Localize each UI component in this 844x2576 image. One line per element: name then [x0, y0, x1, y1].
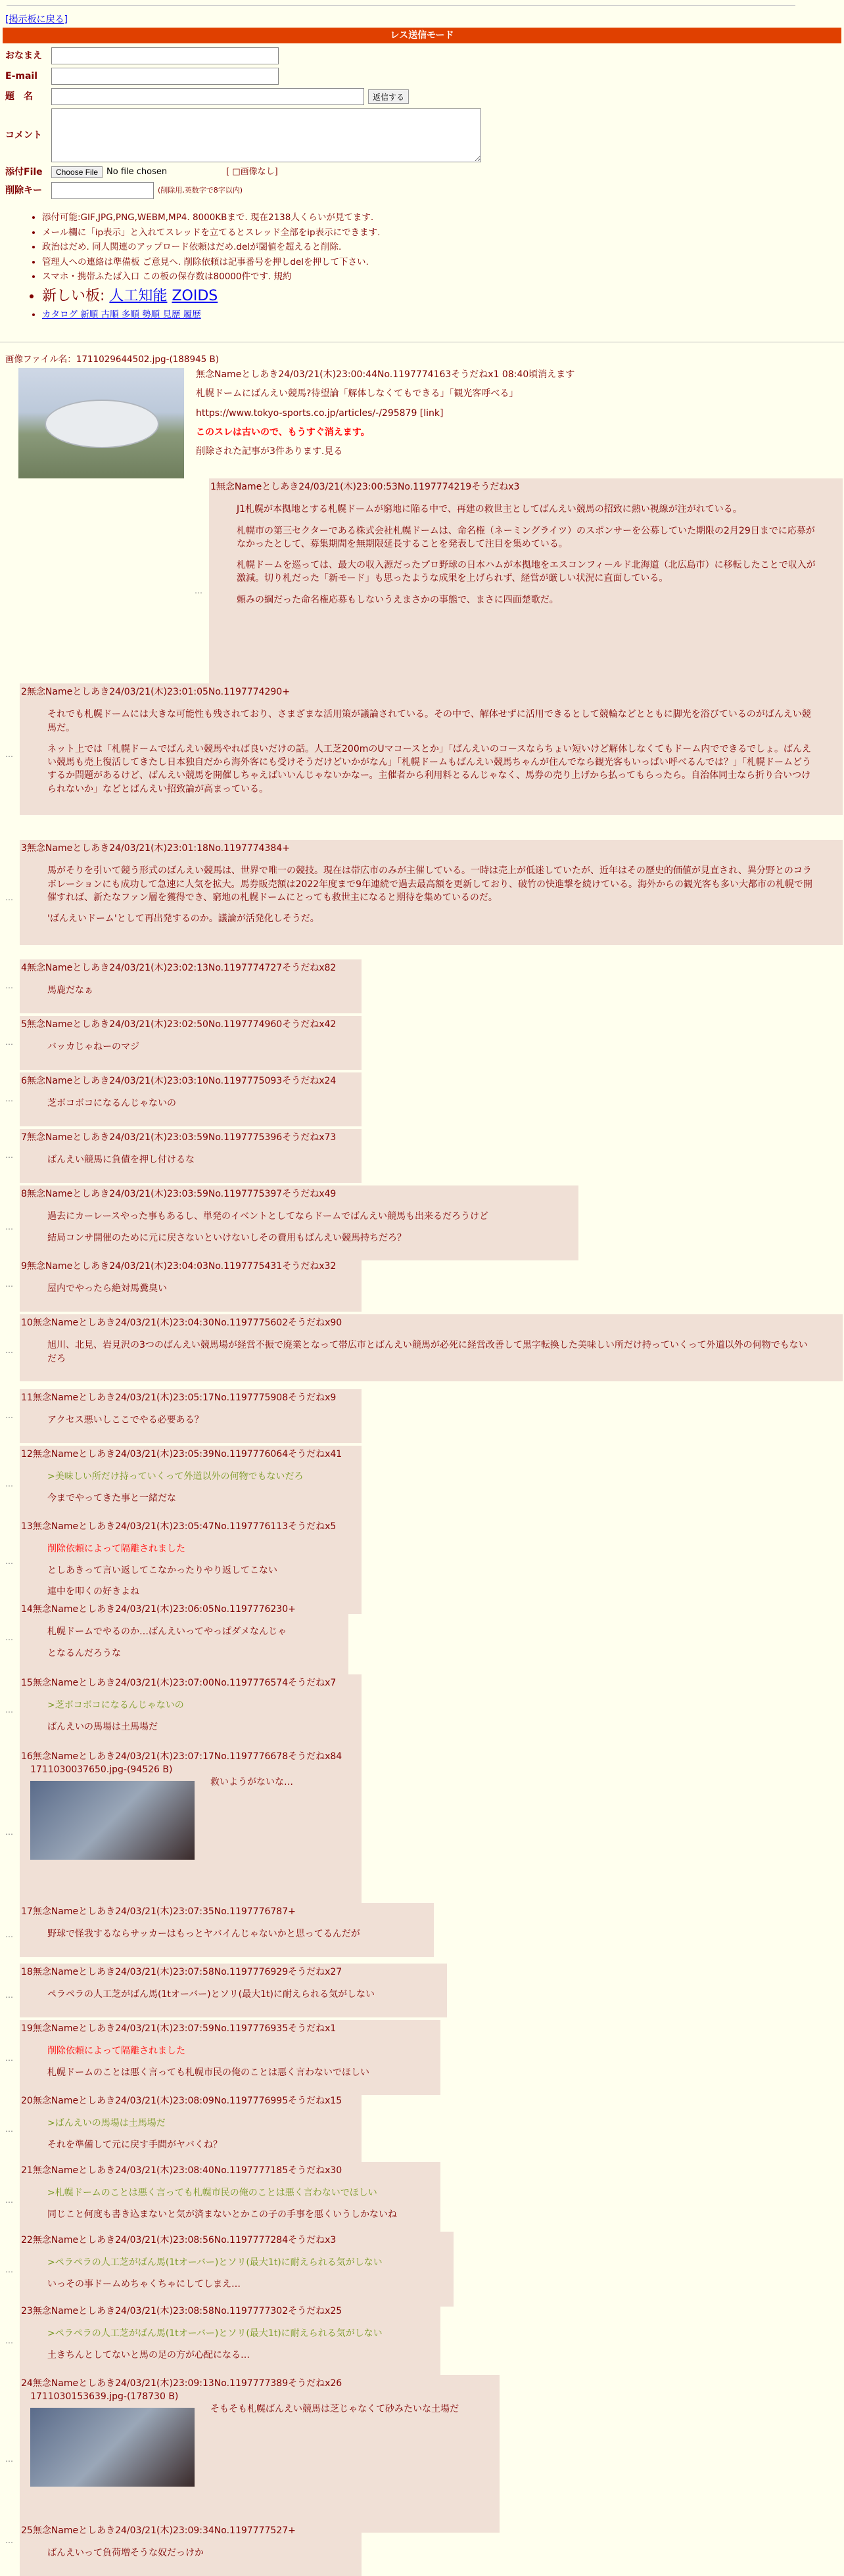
reply-line: ばんえいって負荷増そうな奴だっけか — [47, 2548, 204, 2559]
reply-line: いっその事ドームめちゃくちゃにしてしまえ… — [47, 2278, 241, 2289]
reply-line: >美味しい所だけ持っていくって外道以外の何物でもないだろ — [47, 1471, 304, 1483]
reply-post — [20, 2522, 362, 2576]
reply-line: 旭川、北見、岩見沢の3つのばんえい競馬場が経営不振で廃業となって帯広市とばんえい競馬が必死に経営改善して黒字転換した美味しい所だけ持っていくって外道以外の何物でもないだろ — [47, 1340, 808, 1364]
delete-key-label: 削除キー — [5, 185, 42, 196]
top-divider — [7, 5, 795, 6]
reply-menu-icon[interactable]: … — [5, 893, 13, 902]
reply-line: となるんだろうな — [47, 1647, 121, 1659]
reply-post — [20, 2092, 362, 2167]
reply-line: 過去にカーレースやった事もあるし、単発のイベントとしてならドームでばんえい競馬も出来るだろうけど — [47, 1211, 489, 1222]
reply-header[interactable]: 5無念Nameとしあき24/03/21(木)23:02:50No.1197774960そうだねx42 — [21, 1019, 337, 1030]
reply-thumbnail[interactable] — [30, 2408, 195, 2487]
reply-post — [20, 1016, 362, 1070]
reply-line: 屋内でやったら絶対馬糞臭い — [47, 1283, 167, 1295]
file-label: 添付File — [5, 167, 43, 177]
reply-post — [20, 683, 843, 815]
reply-menu-icon[interactable]: … — [5, 1346, 13, 1355]
reply-body — [20, 1144, 362, 1182]
reply-post — [20, 2232, 454, 2307]
reply-menu-icon[interactable]: … — [5, 1279, 13, 1289]
reply-body — [20, 699, 843, 812]
reply-line: 頼みの綱だった命名権応募もしないうえまさかの事態で、まさに四面楚歌だ。 — [237, 594, 559, 605]
reply-line: 札幌ドームのことは悪く言っても札幌市民の俺のことは悪く言わないでほしい — [47, 2067, 369, 2078]
reply-body — [20, 1404, 362, 1442]
reply-header[interactable]: 15無念Nameとしあき24/03/21(木)23:07:00No.1197776574そうだねx7 — [21, 1678, 337, 1688]
reply-body — [20, 1273, 362, 1311]
reply-menu-icon[interactable]: … — [5, 1038, 13, 1047]
reply-header[interactable]: 9無念Nameとしあき24/03/21(木)23:04:03No.1197775431そうだねx32 — [21, 1261, 337, 1272]
reply-file-link[interactable]: 1711030037650.jpg-(94526 B) — [30, 1764, 173, 1776]
reply-line: ばんえい競馬に負債を押し付けるな — [47, 1155, 195, 1166]
back-to-board-link[interactable]: [掲示板に戻る] — [5, 14, 68, 25]
reply-body — [20, 2107, 362, 2167]
reply-line: 結局コンサ開催のために元に戻さないといけないしその費用もばんえい競馬持ちだろ？ — [47, 1232, 406, 1243]
subject-field[interactable] — [51, 88, 364, 105]
name-field[interactable] — [51, 47, 279, 64]
reply-post — [20, 2303, 440, 2378]
reply-post — [20, 1072, 362, 1126]
reply-header[interactable]: 21無念Nameとしあき24/03/21(木)23:08:40No.1197777185そうだねx30 — [21, 2165, 342, 2176]
op-link[interactable]: https://www.tokyo-sports.co.jp/articles/-/295879 [link] — [196, 407, 444, 419]
email-field[interactable] — [51, 68, 279, 85]
reply-menu-icon[interactable]: … — [5, 2054, 13, 2063]
reply-header[interactable]: 17無念Nameとしあき24/03/21(木)23:07:35No.1197776787+ — [21, 1906, 296, 1917]
name-label: おなまえ — [5, 50, 42, 61]
reply-body — [20, 1616, 348, 1676]
reply-menu-icon[interactable]: … — [5, 1222, 13, 1231]
catalog-links-text[interactable]: カタログ 新順 古順 多順 勢順 見歴 履歴 — [42, 309, 201, 320]
reply-line: 救いようがないな… — [210, 1777, 293, 1787]
reply-post — [20, 959, 362, 1013]
reply-header[interactable]: 23無念Nameとしあき24/03/21(木)23:08:58No.1197777302そうだねx25 — [21, 2306, 342, 2316]
reply-line: >札幌ドームのことは悪く言っても札幌市民の俺のことは悪く言わないでほしい — [47, 2188, 377, 2199]
reply-line: >ペラペラの人工芝がばん馬(1tオーバー)とソリ(最大1t)に耐えられる気がしない — [47, 2257, 383, 2268]
op-post — [196, 368, 827, 464]
reply-header[interactable]: 20無念Nameとしあき24/03/21(木)23:08:09No.1197776995そうだねx15 — [21, 2096, 342, 2106]
reply-body — [20, 1690, 362, 1749]
reply-post — [20, 1185, 578, 1260]
reply-post — [20, 2162, 440, 2237]
reply-line: 'ばんえいドーム'として再出発するのか。議論が活発化しそうだ。 — [47, 913, 319, 925]
new-board-prefix: 新しい板: — [42, 287, 105, 304]
reply-line: >芝ボコボコになるんじゃないの — [47, 1700, 184, 1711]
reply-line: 馬鹿だなぁ — [47, 985, 93, 996]
reply-line: としあきって言い返してこなかったりやり返してこない — [47, 1565, 277, 1576]
reply-body — [210, 1761, 293, 1797]
board-link-ai[interactable]: 人工知能 — [109, 287, 168, 304]
reply-header[interactable]: 8無念Nameとしあき24/03/21(木)23:03:59No.1197775397そうだねx49 — [21, 1189, 337, 1199]
expiry-warning: このスレは古いので、もうすぐ消えます。 — [196, 426, 370, 438]
reply-body — [20, 1088, 362, 1126]
reply-header[interactable]: 18無念Nameとしあき24/03/21(木)23:07:58No.1197776929そうだねx27 — [21, 1967, 342, 1977]
reply-line: 馬がそりを引いて競う形式のばんえい競馬は、世界で唯一の競技。現在は帯広市のみが主催している。一時は売上が低迷していたが、近年はその歴史的価値が見直され、異分野とのコラボレーションにも成功して急速に人気を拡大。馬券販売額は2022年度まで9年連続で過去最高額を更新しており、破竹の快進撃を続けている。海外からの観光客も多い大都市の札幌で開催すれば、新たなファン層を獲得でき、窮地の札幌ドームにとっても救世主になると期待を集めているのだ。 — [47, 865, 812, 903]
no-image-checkbox[interactable]: [ □画像なし] — [226, 166, 278, 177]
reply-header[interactable]: 16無念Nameとしあき24/03/21(木)23:07:17No.1197776678そうだねx84 — [21, 1751, 342, 1762]
reply-line: 連中を叩くの好きよね — [47, 1586, 139, 1597]
reply-header[interactable]: 4無念Nameとしあき24/03/21(木)23:02:13No.1197774727そうだねx82 — [21, 963, 337, 973]
op-header: 無念Nameとしあき24/03/21(木)23:00:44No.1197774163そうだねx1 08:40頃消えます — [196, 369, 575, 380]
reply-menu-icon[interactable]: … — [5, 1557, 13, 1566]
reply-line: J1札幌が本拠地とする札幌ドームが窮地に陥る中で、再建の救世主としてばんえい競馬の招致に熱い視線が注がれている。 — [237, 504, 742, 515]
reply-post — [20, 1258, 362, 1312]
reply-post — [20, 1389, 362, 1443]
reply-body — [20, 975, 362, 1013]
reply-line: 札幌ドームを巡っては、最大の収入源だったプロ野球の日本ハムが本拠地をエスコンフィールド北海道（北広島市）に移転したことで収入が激減。切り札だった「新モード」も思ったような成果を上げられず、経営が厳しい状況に直面している。 — [237, 560, 816, 584]
reply-line: バッカじゃねーのマジ — [47, 1042, 139, 1053]
reply-mode-bar: レス送信モード — [3, 28, 841, 43]
reply-line: アクセス悪いしここでやる必要ある？ — [47, 1415, 204, 1426]
reply-body — [20, 2318, 440, 2378]
reply-menu-icon[interactable]: … — [5, 1930, 13, 1939]
reply-line: >ペラペラの人工芝がばん馬(1tオーバー)とソリ(最大1t)に耐えられる気がしない — [47, 2328, 383, 2339]
new-board-item — [42, 286, 380, 307]
reply-line: そもそも札幌ばんえい競馬は芝じゃなくて砂みたいな土場だ — [210, 2404, 459, 2414]
reply-thumbnail[interactable] — [30, 1781, 195, 1860]
reply-menu-icon[interactable]: … — [5, 2536, 13, 2545]
reply-header[interactable]: 6無念Nameとしあき24/03/21(木)23:03:10No.1197775093そうだねx24 — [21, 1076, 337, 1086]
reply-menu-icon[interactable]: … — [5, 2196, 13, 2205]
reply-form — [5, 47, 481, 202]
reply-header[interactable]: 12無念Nameとしあき24/03/21(木)23:05:39No.1197776064そうだねx41 — [21, 1449, 342, 1460]
reply-line: ネット上では「札幌ドームでばんえい競馬やれば良いだけの話。人工芝200mのUマコースとか」「ばんえいのコースならちょい短いけど解体しなくてもドーム内でできるでしょ。ばんえい競馬も売上復活してきたし日本独自だから海外客にも受けそうだけどいかがなん」「札幌ドームもばんえい競馬ちゃんが住んでなら観光客もいっぱい呼べるんでは？」「札幌ドームどうするか問題があるけど、ばんえい競馬を開催しちゃえばいいんじゃないかなー。主催者から利用料とるんじゃなく、馬券の売り上げから払ってもらったら。自治体同士なら折り合いつけられないか」などとばんえい招致論が高まっている。 — [47, 743, 812, 794]
reply-body — [20, 1201, 578, 1260]
reply-body — [20, 1031, 362, 1069]
reply-header[interactable]: 22無念Nameとしあき24/03/21(木)23:08:56No.1197777284そうだねx3 — [21, 2235, 337, 2245]
reply-line: 野球で怪我するならサッカーはもっとヤバイんじゃないかと思ってるんだが — [47, 1929, 360, 1940]
rule-item: • 管理人への連絡は準備板 ご意見へ. 削除依頼は記事番号を押しdelを押して下さい. — [42, 256, 380, 269]
catalog-links — [42, 309, 380, 322]
reply-post — [20, 2020, 440, 2095]
reply-header[interactable]: 13無念Nameとしあき24/03/21(木)23:05:47No.1197776113そうだねx5 — [21, 1521, 337, 1532]
op-thumbnail[interactable] — [18, 368, 184, 478]
reply-body — [20, 1461, 362, 1521]
reply-menu-icon[interactable]: … — [5, 1151, 13, 1160]
reply-menu-icon[interactable]: … — [5, 1633, 13, 1642]
reply-body — [20, 2177, 440, 2237]
reply-menu-icon[interactable]: … — [5, 1705, 13, 1714]
reply-menu-icon[interactable]: … — [195, 586, 202, 595]
rule-item: • メール欄に「ip表示」と入れてスレッドを立てるとスレッド全部をip表示にできます. — [42, 227, 380, 240]
reply-body — [20, 1918, 434, 1956]
reply-post — [20, 1964, 447, 2017]
reply-post — [20, 840, 843, 945]
reply-body — [210, 2388, 459, 2424]
dome-image — [45, 400, 159, 448]
reply-body — [20, 2247, 454, 2307]
op-title: 札幌ドームにばんえい競馬?待望論「解体しなくてもできる」「観光客呼べる」 — [196, 388, 519, 400]
op-file-line[interactable]: 画像ファイル名：1711029644502.jpg-(188945 B) — [5, 354, 220, 365]
reply-header[interactable]: 2無念Nameとしあき24/03/21(木)23:01:05No.1197774290+ — [21, 687, 290, 697]
reply-post — [20, 2375, 500, 2533]
reply-menu-icon[interactable]: … — [5, 1094, 13, 1103]
reply-menu-icon[interactable]: … — [5, 2125, 13, 2134]
reply-line: ペラペラの人工芝がばん馬(1tオーバー)とソリ(最大1t)に耐えられる気がしない — [47, 1989, 375, 2000]
reply-menu-icon[interactable]: … — [5, 1479, 13, 1488]
reply-line: それを準備して元に戻す手間がヤバくね？ — [47, 2139, 222, 2150]
rule-item: • 政治はだめ. 同人関連のアップロード依頼はだめ.delが閾値を超えると削除. — [42, 241, 380, 254]
comment-field[interactable] — [51, 108, 481, 162]
reply-body — [20, 2537, 362, 2575]
reply-line: 同じこと何度も書き込まないと気が済まないとかこの子の手事を悪くいうしかないね — [47, 2209, 397, 2220]
reply-post — [20, 1518, 362, 1614]
reply-header[interactable]: 10無念Nameとしあき24/03/21(木)23:04:30No.1197775602そうだねx90 — [21, 1318, 342, 1328]
reply-line: 札幌市の第三セクターである株式会社札幌ドームは、命名権（ネーミングライツ）のスポンサーを公募していた期限の2月29日までに応募がなかったとして、募集期間を無期限延長することを発表して注目を集めている。 — [237, 525, 815, 549]
choose-file-button[interactable]: Choose File — [51, 166, 103, 178]
rule-item: • スマホ・携帯ふたば入口 この板の保存数は80000件です. 規約 — [42, 271, 380, 284]
reply-menu-icon[interactable]: … — [5, 2454, 13, 2464]
reply-body — [20, 855, 843, 941]
email-label: E-mail — [5, 70, 38, 81]
reply-post — [20, 1903, 434, 1957]
reply-post — [20, 1129, 362, 1183]
reply-header[interactable]: 11無念Nameとしあき24/03/21(木)23:05:17No.1197775908そうだねx9 — [21, 1392, 337, 1403]
reply-header[interactable]: 1無念Nameとしあき24/03/21(木)23:00:53No.1197774219そうだねx3 — [210, 482, 520, 492]
reply-line: >ばんえいの馬場は土馬場だ — [47, 2118, 166, 2129]
file-status: No file chosen — [106, 166, 168, 177]
reply-line: 芝ボコボコになるんじゃないの — [47, 1098, 176, 1109]
reply-line: 今までやってきた事と一緒だな — [47, 1492, 176, 1504]
reply-header[interactable]: 19無念Nameとしあき24/03/21(木)23:07:59No.1197776935そうだねx1 — [21, 2023, 337, 2034]
reply-menu-icon[interactable]: … — [5, 1411, 13, 1420]
reply-body — [20, 2035, 440, 2095]
reply-post — [20, 1748, 362, 1906]
reply-post — [20, 1314, 843, 1381]
reply-file-link[interactable]: 1711030153639.jpg-(178730 B) — [30, 2391, 179, 2403]
reply-line: 札幌ドームでやるのか…ばんえいってやっぱダメなんじゃ — [47, 1626, 287, 1638]
reply-body — [20, 1979, 447, 2017]
reply-header[interactable]: 25無念Nameとしあき24/03/21(木)23:09:34No.1197777527+ — [21, 2525, 296, 2536]
reply-line: 削除依頼によって隔離されました — [47, 2046, 185, 2057]
reply-post — [20, 1601, 348, 1676]
reply-line: ばんえいの馬場は土馬場だ — [47, 1721, 158, 1732]
reply-menu-icon[interactable]: … — [5, 1828, 13, 1837]
delete-key-note: (削除用,英数字で8字以内) — [158, 186, 243, 195]
reply-header[interactable]: 24無念Nameとしあき24/03/21(木)23:09:13No.1197777389そうだねx26 — [21, 2378, 342, 2389]
reply-line: 削除依頼によって隔離されました — [47, 1544, 185, 1555]
reply-menu-icon[interactable]: … — [5, 2336, 13, 2345]
submit-reply-button[interactable]: 返信する — [368, 89, 409, 104]
reply-post — [209, 478, 843, 692]
subject-label: 題 名 — [5, 91, 33, 102]
reply-post — [20, 1446, 362, 1521]
reply-menu-icon[interactable]: … — [5, 981, 13, 990]
reply-body — [20, 1329, 843, 1381]
board-link-zoids[interactable]: ZOIDS — [172, 287, 218, 304]
comment-label: コメント — [5, 129, 42, 141]
reply-line: それでも札幌ドームには大きな可能性も残されており、さまざまな活用策が議論されている。その中で、解体せずに活用できるとして競輪などとともに脚光を浴びているのがばんえい競馬だ。 — [47, 709, 811, 733]
reply-menu-icon[interactable]: … — [5, 2265, 13, 2274]
delete-key-field[interactable] — [51, 182, 154, 199]
reply-header[interactable]: 14無念Nameとしあき24/03/21(木)23:06:05No.1197776230+ — [21, 1604, 296, 1615]
reply-menu-icon[interactable]: … — [5, 750, 13, 759]
rule-item: • 添付可能:GIF,JPG,PNG,WEBM,MP4. 8000KBまで. 現在2138人くらいが見てます. — [42, 212, 380, 225]
reply-header[interactable]: 7無念Nameとしあき24/03/21(木)23:03:59No.1197775396そうだねx73 — [21, 1132, 337, 1143]
reply-line: 土きちんとしてないと馬の足の方が心配になる… — [47, 2349, 250, 2360]
reply-menu-icon[interactable]: … — [5, 1990, 13, 2000]
reply-post — [20, 1674, 362, 1749]
reply-body — [209, 494, 843, 622]
reply-header[interactable]: 3無念Nameとしあき24/03/21(木)23:01:18No.1197774384+ — [21, 843, 290, 854]
deleted-note[interactable]: 削除された記事が3件あります.見る — [196, 446, 343, 457]
board-rules — [33, 212, 380, 323]
